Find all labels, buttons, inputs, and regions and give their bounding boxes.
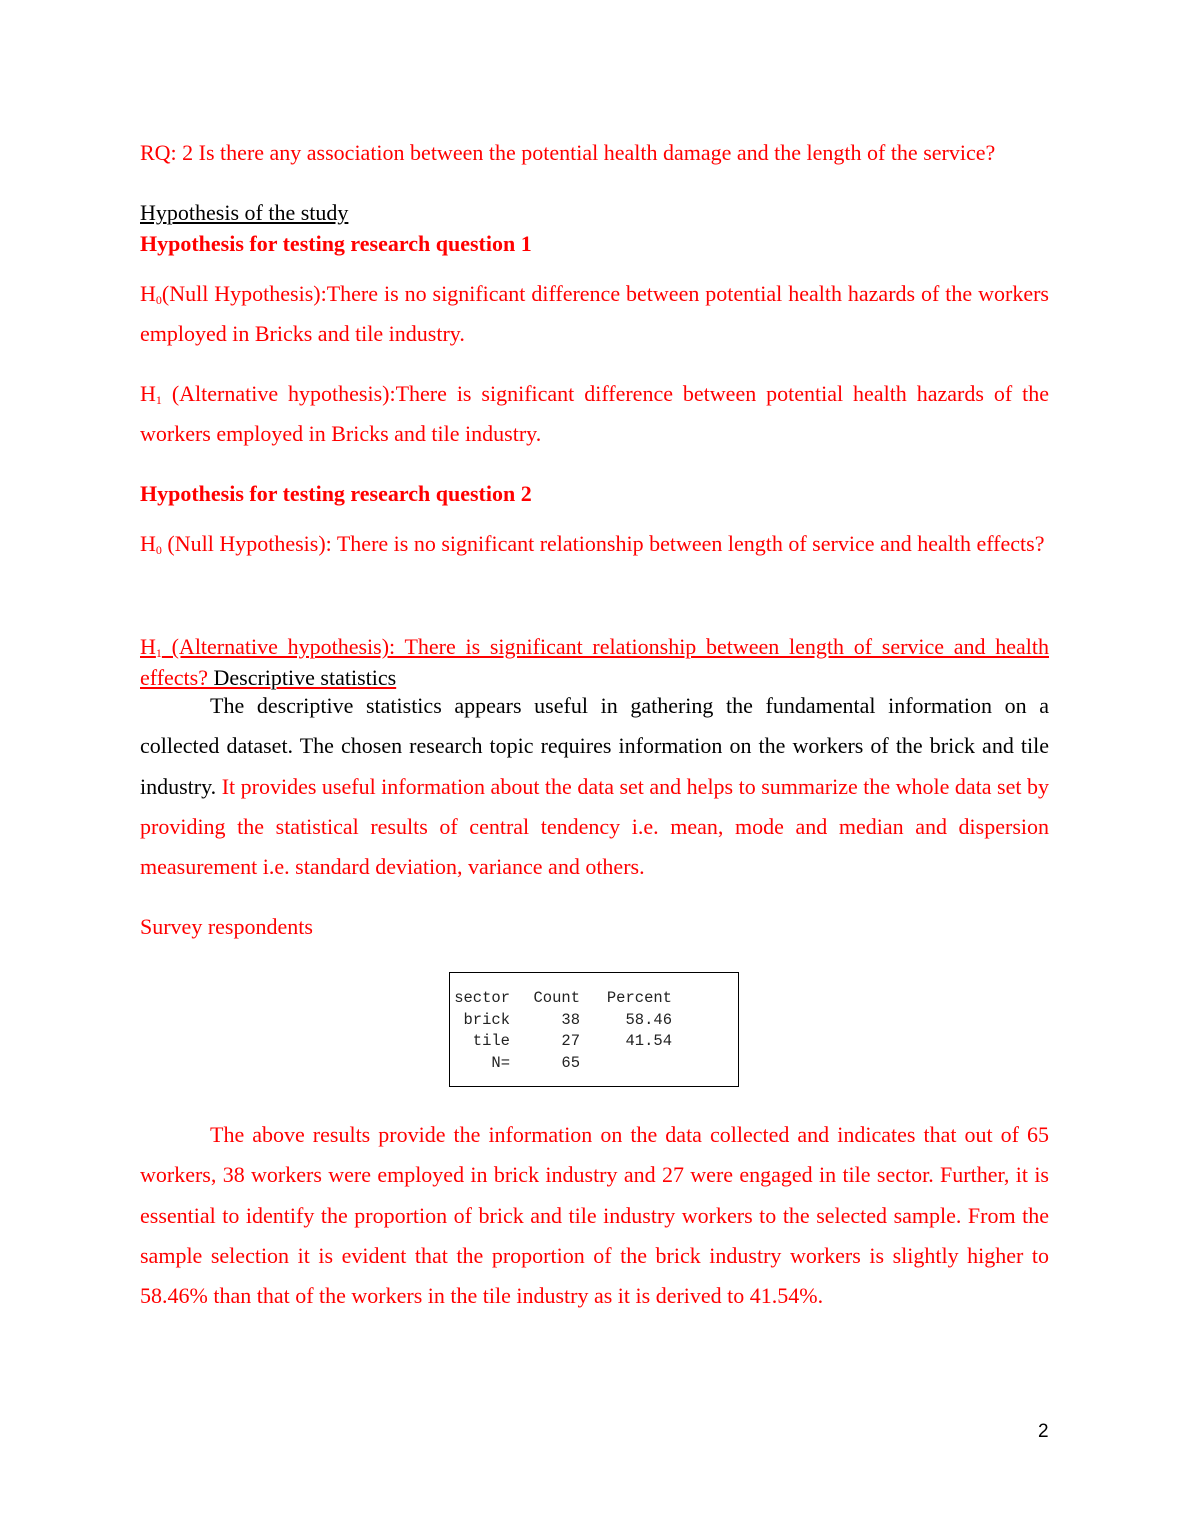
rq1-null-hypothesis	[140, 274, 1049, 355]
survey-heading: Survey respondents	[140, 914, 313, 939]
cell-count: 65	[561, 1053, 580, 1072]
h1-symbol: H	[140, 381, 156, 406]
descriptive-heading: Descriptive statistics	[213, 665, 397, 690]
page-number: 2	[1038, 1421, 1049, 1442]
rq2-alt-hypothesis	[140, 631, 1049, 693]
table-row	[450, 1011, 740, 1033]
rq2-null-hypothesis	[140, 524, 1049, 564]
h1-subscript: 1	[155, 646, 162, 660]
rq2-heading: Hypothesis for testing research question 2	[140, 481, 532, 506]
cell-count: 38	[561, 1010, 580, 1029]
h1-subscript: 1	[155, 393, 162, 407]
h0-symbol: H	[140, 531, 156, 556]
header-percent: Percent	[606, 989, 672, 1007]
rq1-heading: Hypothesis for testing research question 1	[140, 231, 532, 256]
h1-symbol: H	[140, 634, 156, 659]
results-paragraph: The above results provide the information on the data collected and indicates that out of 65 workers, 38 workers were employed in brick industry and 27 were engaged in tile sector. Further, it is essential to identify the proportion of brick and tile industry workers to the selected sample. From the sample selection it is evident that the proportion of the brick industry workers is slightly higher to 58.46% than that of the workers in the tile industry as it is derived to 41.54%.	[140, 1122, 1049, 1309]
research-question-2: RQ: 2 Is there any association between the potential health damage and the length of the service?	[140, 140, 996, 165]
header-sector: sector	[454, 989, 510, 1007]
cell-percent: 41.54	[625, 1032, 672, 1050]
table-header-row	[450, 989, 740, 1011]
rq2-alt-text: (Alternative hypothesis): There is significant relationship between length of service and health effects?	[140, 634, 1049, 690]
survey-table	[449, 972, 739, 1087]
rq2-null-text: (Null Hypothesis): There is no significant relationship between length of service and health effects?	[161, 531, 1045, 556]
rq1-alt-text: (Alternative hypothesis):There is significant difference between potential health hazards of the workers employed in Bricks and tile industry.	[140, 381, 1049, 447]
cell-sector: tile	[472, 1032, 510, 1050]
rq1-null-text: (Null Hypothesis):There is no significant difference between potential health hazards of the workers employed in Bricks and tile industry.	[140, 281, 1049, 347]
descriptive-red-text: It provides useful information about the data set and helps to summarize the whole data set by providing the statistical results of central tendency i.e. mean, mode and median and dispersion measurement i.e. standard deviation, variance and others.	[140, 773, 1050, 880]
h0-subscript: 0	[155, 543, 162, 557]
descriptive-paragraph	[140, 686, 1049, 887]
h0-symbol: H	[140, 281, 156, 306]
rq1-alt-hypothesis	[140, 374, 1049, 455]
table-row	[450, 1032, 740, 1054]
header-count: Count	[533, 989, 580, 1007]
cell-percent: 58.46	[625, 1010, 672, 1029]
h0-subscript: 0	[155, 293, 162, 307]
cell-sector: brick	[463, 1010, 510, 1029]
hypothesis-heading: Hypothesis of the study	[140, 200, 349, 225]
table-row	[450, 1054, 740, 1076]
descriptive-black-text: The descriptive statistics appears useful in gathering the fundamental information on a collected dataset. The chosen research topic requires information on the workers of the brick and tile industry.	[140, 693, 1049, 799]
cell-sector: N=	[491, 1053, 510, 1072]
cell-count: 27	[561, 1032, 580, 1050]
